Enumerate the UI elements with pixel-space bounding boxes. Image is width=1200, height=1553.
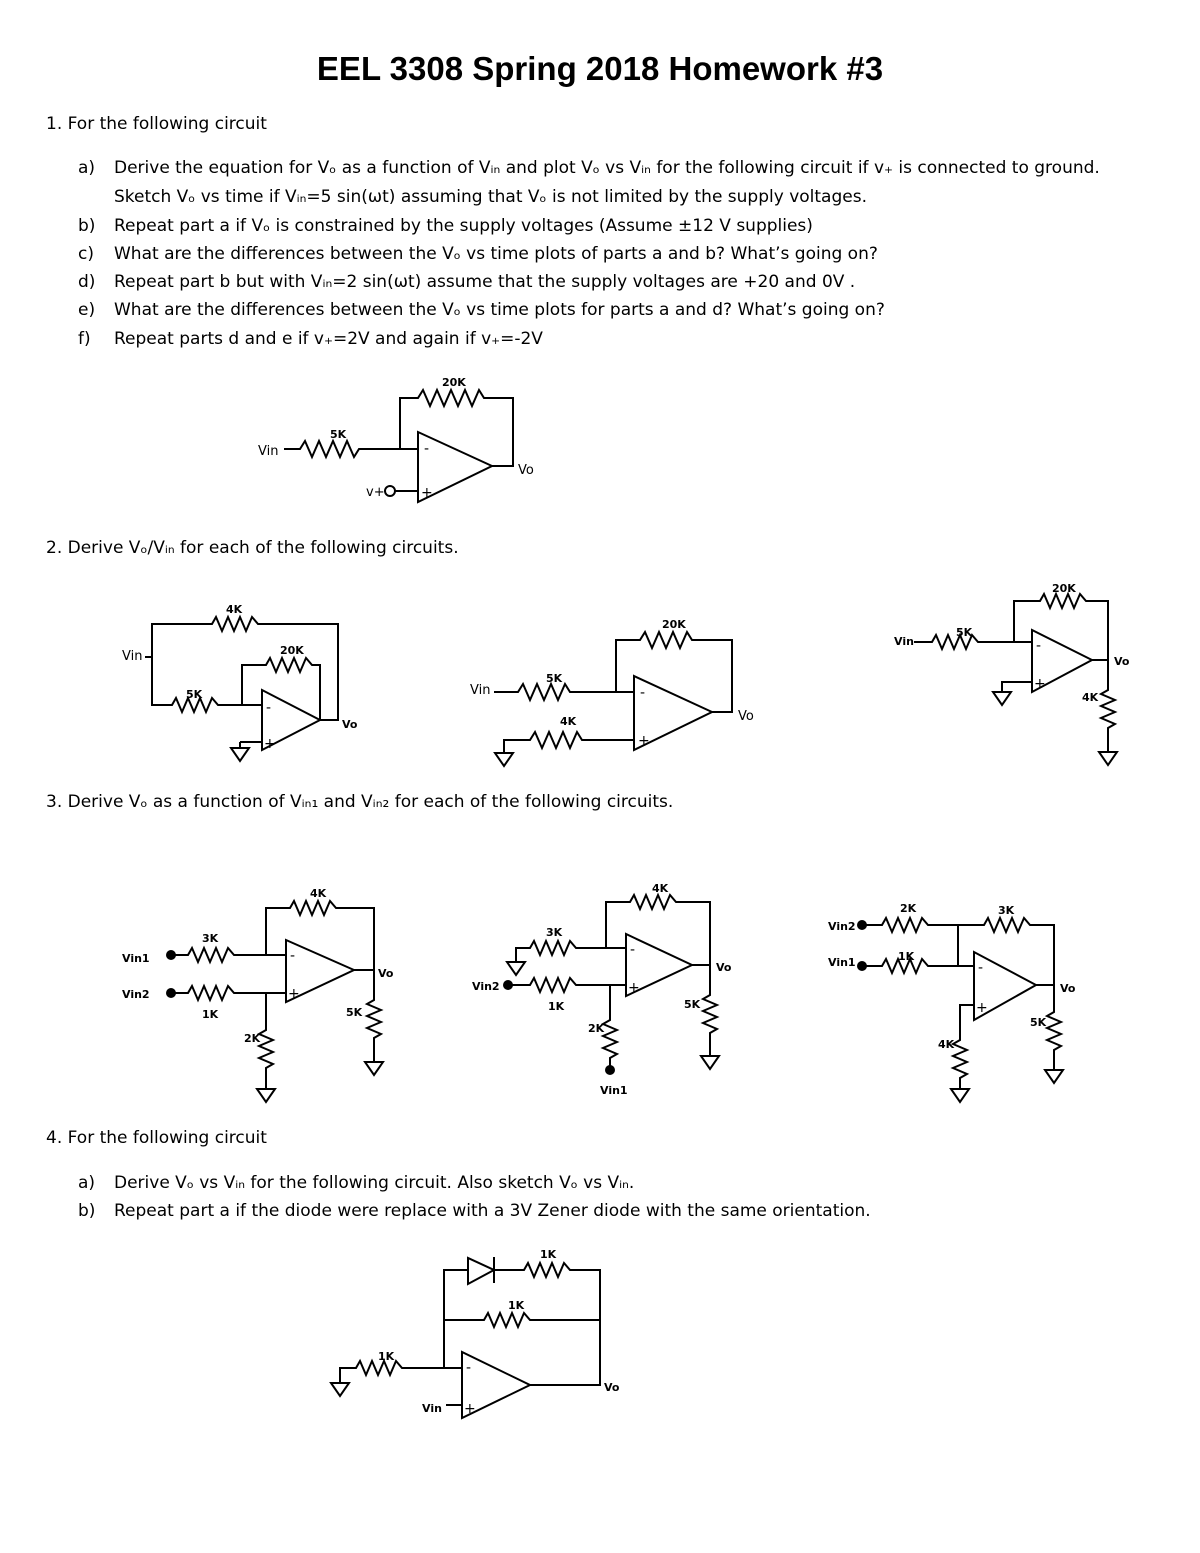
noninverting-input-sign: + <box>421 485 433 501</box>
resistor-2k-label: 2K <box>900 902 917 915</box>
vin2-label: Vin2 <box>828 920 856 933</box>
resistor-5k-label: 5K <box>684 998 701 1011</box>
resistor-5k-label: 5K <box>546 672 563 685</box>
q1-part-b-text: Repeat part a if Vₒ is constrained by the supply voltages (Assume ±12 V supplies) <box>114 216 813 236</box>
vin-label: Vin <box>894 635 914 648</box>
vin2-label: Vin2 <box>122 988 150 1001</box>
noninverting-input-sign: + <box>638 733 650 749</box>
noninverting-input-sign: + <box>1034 676 1046 692</box>
vin-label: Vin <box>422 1402 442 1415</box>
q4-part-a-label: a) <box>78 1173 96 1193</box>
inverting-input-sign: - <box>630 942 636 958</box>
resistor-4k-label: 4K <box>226 603 243 616</box>
q1-part-b-label: b) <box>78 216 96 236</box>
q1-part-a-text-cont: Sketch Vₒ vs time if Vᵢₙ=5 sin(ωt) assuming that Vₒ is not limited by the supply voltages. <box>114 187 867 207</box>
inverting-input-sign: - <box>266 700 272 716</box>
q1-part-a-label: a) <box>78 158 96 178</box>
vo-label: Vo <box>1114 655 1130 668</box>
q4-part-b-label: b) <box>78 1201 96 1221</box>
resistor-2k-label: 2K <box>244 1032 261 1045</box>
vin-label: Vin <box>470 683 491 698</box>
resistor-4k-label: 4K <box>1082 691 1099 704</box>
resistor-4k-label: 4K <box>560 715 577 728</box>
vo-label: Vo <box>738 709 754 724</box>
question-3-prompt: 3. Derive Vₒ as a function of Vᵢₙ₁ and Vᵢₙ₂ for each of the following circuits. <box>46 792 674 812</box>
inverting-input-sign: - <box>466 1360 472 1376</box>
resistor-5k-label: 5K <box>956 626 973 639</box>
q1-part-e-text: What are the differences between the Vₒ vs time plots for parts a and d? What’s going on? <box>114 300 885 320</box>
resistor-5k-label: 5K <box>186 688 203 701</box>
inverting-input-sign: - <box>640 685 646 701</box>
resistor-2k-label: 2K <box>588 1022 605 1035</box>
resistor-1k-label: 1K <box>540 1248 557 1261</box>
vin2-label: Vin2 <box>472 980 500 993</box>
resistor-20k-label: 20K <box>280 644 304 657</box>
q1-part-f-text: Repeat parts d and e if v₊=2V and again if v₊=-2V <box>114 329 543 349</box>
resistor-20k-label: 20K <box>442 376 466 389</box>
noninverting-input-sign: + <box>628 980 640 996</box>
q4-part-b-text: Repeat part a if the diode were replace with a 3V Zener diode with the same orientation. <box>114 1201 871 1221</box>
vo-label: Vo <box>604 1381 620 1394</box>
resistor-4k-label: 4K <box>652 882 669 895</box>
resistor-5k-label: 5K <box>330 428 347 441</box>
vo-label: Vo <box>1060 982 1076 995</box>
vo-label: Vo <box>378 967 394 980</box>
page-title: EEL 3308 Spring 2018 Homework #3 <box>316 50 884 87</box>
q1-part-c-text: What are the differences between the Vₒ vs time plots of parts a and b? What’s going on? <box>114 244 878 264</box>
noninverting-input-sign: + <box>976 1000 988 1016</box>
inverting-input-sign: - <box>1036 638 1042 654</box>
vo-label: Vo <box>518 463 534 478</box>
q1-part-c-label: c) <box>78 244 94 264</box>
vin-label: Vin <box>122 649 143 664</box>
q1-part-e-label: e) <box>78 300 96 320</box>
resistor-5k-label: 5K <box>1030 1016 1047 1029</box>
inverting-input-sign: - <box>978 960 984 976</box>
resistor-3k-label: 3K <box>202 932 219 945</box>
resistor-3k-label: 3K <box>546 926 563 939</box>
resistor-1k-label: 1K <box>898 950 915 963</box>
resistor-1k-label: 1K <box>202 1008 219 1021</box>
resistor-20k-label: 20K <box>1052 582 1076 595</box>
resistor-1k-label: 1K <box>548 1000 565 1013</box>
q1-part-a-text: Derive the equation for Vₒ as a function of Vᵢₙ and plot Vₒ vs Vᵢₙ for the following circuit if v₊ is connected to ground. <box>114 158 1100 178</box>
noninverting-input-sign: + <box>288 986 300 1002</box>
resistor-20k-label: 20K <box>662 618 686 631</box>
q1-part-d-label: d) <box>78 272 96 292</box>
q1-part-f-label: f) <box>78 329 91 349</box>
question-2-prompt: 2. Derive Vₒ/Vᵢₙ for each of the following circuits. <box>46 538 459 558</box>
resistor-1k-label: 1K <box>378 1350 395 1363</box>
noninverting-input-sign: + <box>264 736 276 752</box>
question-4-prompt: 4. For the following circuit <box>46 1128 267 1148</box>
resistor-4k-label: 4K <box>938 1038 955 1051</box>
vo-label: Vo <box>342 718 358 731</box>
q1-part-d-text: Repeat part b but with Vᵢₙ=2 sin(ωt) assume that the supply voltages are +20 and 0V . <box>114 272 856 292</box>
v-plus-label: v+ <box>366 485 385 500</box>
ground-icon <box>331 1377 349 1396</box>
resistor-5k-label: 5K <box>346 1006 363 1019</box>
vin1-label: Vin1 <box>828 956 856 969</box>
vin-label: Vin <box>258 444 279 459</box>
inverting-input-sign: - <box>424 441 430 457</box>
inverting-input-sign: - <box>290 948 296 964</box>
diode-icon <box>468 1258 494 1284</box>
resistor-1k-label: 1K <box>508 1299 525 1312</box>
vo-label: Vo <box>716 961 732 974</box>
vin1-label: Vin1 <box>600 1084 628 1097</box>
resistor-3k-label: 3K <box>998 904 1015 917</box>
vin1-label: Vin1 <box>122 952 150 965</box>
resistor-4k-label: 4K <box>310 887 327 900</box>
question-1-prompt: 1. For the following circuit <box>46 114 267 134</box>
noninverting-input-sign: + <box>464 1401 476 1417</box>
q4-part-a-text: Derive Vₒ vs Vᵢₙ for the following circuit. Also sketch Vₒ vs Vᵢₙ. <box>114 1173 635 1193</box>
